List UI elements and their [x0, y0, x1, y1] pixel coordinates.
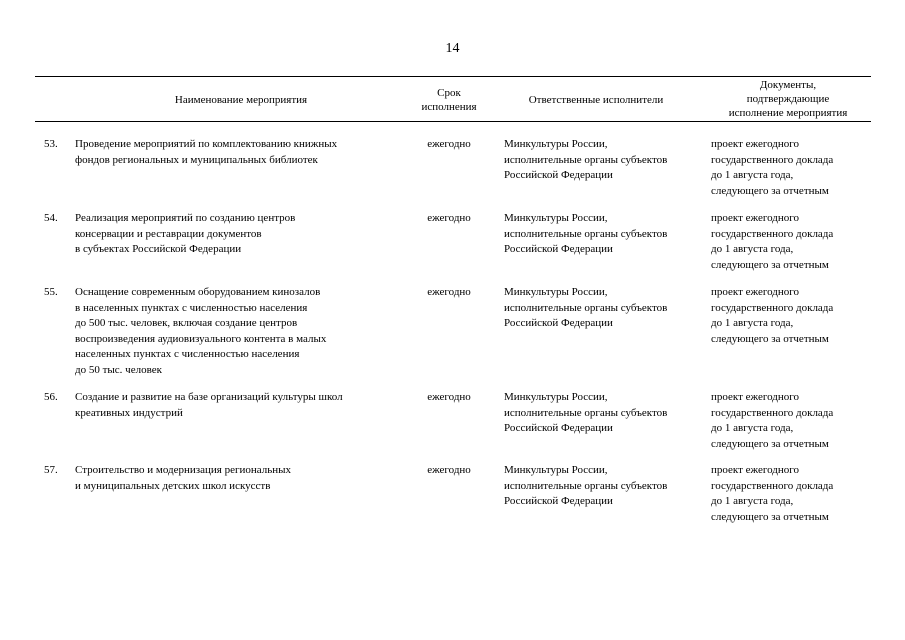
- column-header-name-line: Наименование мероприятия: [174, 94, 308, 106]
- row-documents-line: государственного доклада: [711, 479, 834, 492]
- row-responsible: [504, 211, 700, 258]
- row-name-line: фондов региональных и муниципальных библиотек: [75, 153, 318, 166]
- row-documents-line: до 1 августа года,: [711, 422, 794, 434]
- row-documents-line: проект ежегодного: [711, 286, 800, 298]
- row-number: 54.: [44, 212, 58, 224]
- row-responsible-line: исполнительные органы субъектов: [504, 301, 668, 314]
- row-name-line: Проведение мероприятий по комплектованию книжных: [75, 138, 338, 150]
- row-responsible-line: Российской Федерации: [504, 422, 613, 434]
- row-term: ежегодно: [427, 464, 471, 476]
- row-documents-line: проект ежегодного: [711, 464, 800, 476]
- table-top-rule: [35, 76, 871, 77]
- row-name-line: населенных пунктах с численностью населения: [75, 348, 300, 360]
- row-documents-line: следующего за отчетным: [711, 510, 829, 523]
- row-name-line: и муниципальных детских школ искусств: [75, 479, 271, 492]
- row-documents-line: проект ежегодного: [711, 138, 800, 150]
- row-term: ежегодно: [427, 212, 471, 224]
- row-responsible-line: Минкультуры России,: [504, 138, 608, 150]
- row-documents: [711, 211, 871, 273]
- column-header-documents: [700, 78, 876, 120]
- row-responsible: [504, 390, 700, 437]
- column-header-responsible-line: Ответственные исполнители: [528, 94, 664, 106]
- row-responsible: [504, 463, 700, 510]
- row-responsible-line: Минкультуры России,: [504, 391, 608, 403]
- row-name-line: до 500 тыс. человек, включая создание центров: [75, 317, 298, 329]
- row-number: 57.: [44, 464, 58, 476]
- row-name-line: креативных индустрий: [75, 406, 183, 419]
- row-name-line: в субъектах Российской Федерации: [75, 243, 242, 255]
- row-number: 55.: [44, 286, 58, 298]
- row-documents-line: до 1 августа года,: [711, 495, 794, 507]
- row-documents-line: проект ежегодного: [711, 212, 800, 224]
- row-name: [75, 211, 405, 258]
- row-responsible-line: исполнительные органы субъектов: [504, 406, 668, 419]
- column-header-term-line: Срок: [437, 87, 461, 99]
- row-name: [75, 463, 405, 494]
- row-term: ежегодно: [427, 391, 471, 403]
- row-name-line: консервации и реставрации документов: [75, 227, 262, 240]
- row-responsible-line: Российской Федерации: [504, 243, 613, 255]
- row-documents-line: до 1 августа года,: [711, 169, 794, 181]
- row-documents-line: проект ежегодного: [711, 391, 800, 403]
- row-responsible: [504, 137, 700, 184]
- row-documents-line: до 1 августа года,: [711, 317, 794, 329]
- row-name: [75, 390, 405, 421]
- row-responsible-line: Российской Федерации: [504, 495, 613, 507]
- row-responsible-line: исполнительные органы субъектов: [504, 153, 668, 166]
- row-documents-line: следующего за отчетным: [711, 332, 829, 345]
- row-documents: [711, 137, 871, 199]
- row-term: ежегодно: [427, 286, 471, 298]
- row-responsible-line: Минкультуры России,: [504, 464, 608, 476]
- row-responsible-line: Российской Федерации: [504, 169, 613, 181]
- row-documents-line: государственного доклада: [711, 153, 834, 166]
- column-header-term: [406, 86, 492, 114]
- row-responsible-line: исполнительные органы субъектов: [504, 227, 668, 240]
- row-responsible-line: Российской Федерации: [504, 317, 613, 329]
- row-documents: [711, 463, 871, 525]
- row-documents-line: следующего за отчетным: [711, 437, 829, 450]
- column-header-documents-line: подтверждающие: [746, 93, 830, 105]
- column-header-term-line: исполнения: [421, 101, 477, 113]
- row-documents-line: государственного доклада: [711, 227, 834, 240]
- row-name: [75, 285, 405, 378]
- row-name-line: до 50 тыс. человек: [75, 363, 162, 376]
- column-header-documents-line: исполнение мероприятия: [728, 107, 848, 119]
- row-documents: [711, 390, 871, 452]
- row-name-line: Реализация мероприятий по созданию центров: [75, 212, 296, 224]
- row-name-line: Оснащение современным оборудованием кинозалов: [75, 286, 321, 298]
- column-header-documents-line: Документы,: [759, 79, 817, 91]
- row-responsible: [504, 285, 700, 332]
- page-number: 14: [445, 41, 460, 56]
- row-documents-line: следующего за отчетным: [711, 184, 829, 197]
- row-documents-line: государственного доклада: [711, 406, 834, 419]
- column-header-responsible: [492, 93, 700, 107]
- row-documents-line: до 1 августа года,: [711, 243, 794, 255]
- row-responsible-line: Минкультуры России,: [504, 286, 608, 298]
- row-number: 53.: [44, 138, 58, 150]
- row-documents-line: следующего за отчетным: [711, 258, 829, 271]
- row-name-line: воспроизведения аудиовизуального контента в малых: [75, 332, 327, 345]
- row-documents-line: государственного доклада: [711, 301, 834, 314]
- table-header-bottom-rule: [35, 121, 871, 122]
- row-name: [75, 137, 405, 168]
- row-responsible-line: исполнительные органы субъектов: [504, 479, 668, 492]
- row-documents: [711, 285, 871, 347]
- row-name-line: Создание и развитие на базе организаций культуры школ: [75, 391, 343, 403]
- row-name-line: Строительство и модернизация региональных: [75, 464, 292, 476]
- column-header-name: [76, 93, 406, 107]
- row-number: 56.: [44, 391, 58, 403]
- row-name-line: в населенных пунктах с численностью населения: [75, 301, 308, 314]
- row-responsible-line: Минкультуры России,: [504, 212, 608, 224]
- row-term: ежегодно: [427, 138, 471, 150]
